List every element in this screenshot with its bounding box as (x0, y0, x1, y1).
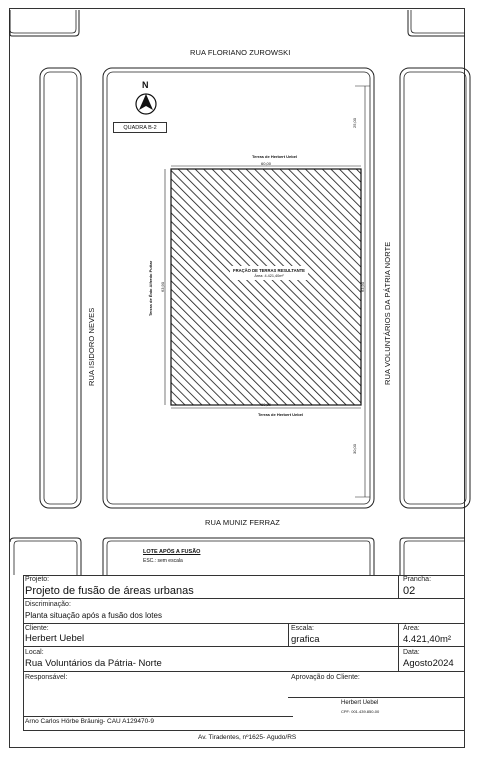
quadra-label: QUADRA B-2 (113, 122, 167, 133)
north-label: N (142, 80, 149, 90)
discriminacao-label: Discriminação: (25, 601, 71, 608)
dim-corner-bottom: 30,00 (352, 443, 357, 454)
office-address: Av. Tiradentes, nº1625- Agudo/RS (198, 734, 297, 741)
neighbor-top: Terras de Herbert Uebel (252, 154, 298, 159)
north-arrow-icon (136, 94, 156, 114)
dim-left: 63,90 (160, 281, 165, 292)
escala-value: grafica (291, 634, 320, 645)
dim-top: 60,00 (261, 161, 272, 166)
responsible-signature: Arno Carlos Hörbe Bräunig- CAU A129470-9 (25, 718, 154, 725)
local-label: Local: (25, 649, 44, 656)
block-bottom-right (400, 538, 465, 575)
block-right (400, 68, 470, 508)
lot-area (171, 169, 361, 405)
tb-line (23, 730, 465, 731)
local-value: Rua Voluntários da Pátria- Norte (25, 658, 162, 669)
street-top: RUA FLORIANO ZUROWSKI (190, 48, 291, 57)
prancha-value: 02 (403, 585, 416, 597)
neighbor-bottom: Terras de Herbert Uebel (258, 412, 304, 417)
tb-line (23, 671, 465, 672)
aprovacao-label: Aprovação do Cliente: (291, 674, 360, 681)
fraction-title: FRAÇÃO DE TERRAS RESULTANTE (233, 268, 305, 273)
tb-line (23, 575, 24, 730)
data-value: Agosto2024 (403, 658, 454, 669)
data-label: Data: (403, 649, 420, 656)
tb-line (288, 623, 289, 646)
fraction-label (230, 266, 308, 280)
street-right: RUA VOLUNTÁRIOS DA PÁTRIA NORTE (383, 241, 392, 385)
dim-corner-top: 25,00 (352, 117, 357, 128)
prancha-label: Prancha: (403, 576, 432, 583)
responsavel-label: Responsável: (25, 674, 68, 681)
neighbor-left: Terras de Ênio Alfredo Puttar (148, 260, 153, 316)
cliente-label: Cliente: (25, 625, 49, 632)
dim-bottom: 60,00 (261, 402, 272, 407)
escala-label: Escala: (291, 625, 314, 632)
street-bottom: RUA MUNIZ FERRAZ (205, 518, 280, 527)
block-bottom-left (10, 538, 81, 575)
block-top-left (10, 10, 79, 36)
street-left: RUA ISIDORO NEVES (87, 307, 96, 386)
block-left (40, 68, 81, 508)
fraction-area: Área: 4.421,40m² (254, 274, 284, 278)
tb-line (288, 697, 465, 698)
tb-line (398, 575, 399, 598)
dim-right: 63,90 (360, 281, 365, 292)
client-signature-cpf: CPF: 001.439.850-00 (341, 709, 380, 714)
tb-line (23, 716, 293, 717)
block-bottom-center (103, 538, 374, 575)
area-value: 4.421,40m² (403, 634, 452, 645)
lote-title: LOTE APÓS A FUSÃO (143, 549, 201, 555)
lote-scale: ESC.: sem escala (143, 558, 183, 564)
discriminacao-value: Planta situação após a fusão dos lotes (25, 611, 162, 620)
cliente-value: Herbert Uebel (25, 633, 85, 644)
client-signature-name: Herbert Uebel (341, 700, 379, 706)
tb-line (23, 598, 465, 599)
area-label: Área: (403, 625, 420, 632)
block-top-right (408, 10, 465, 36)
projeto-label: Projeto: (25, 576, 50, 583)
tb-line (398, 623, 399, 671)
projeto-value: Projeto de fusão de áreas urbanas (25, 585, 194, 597)
